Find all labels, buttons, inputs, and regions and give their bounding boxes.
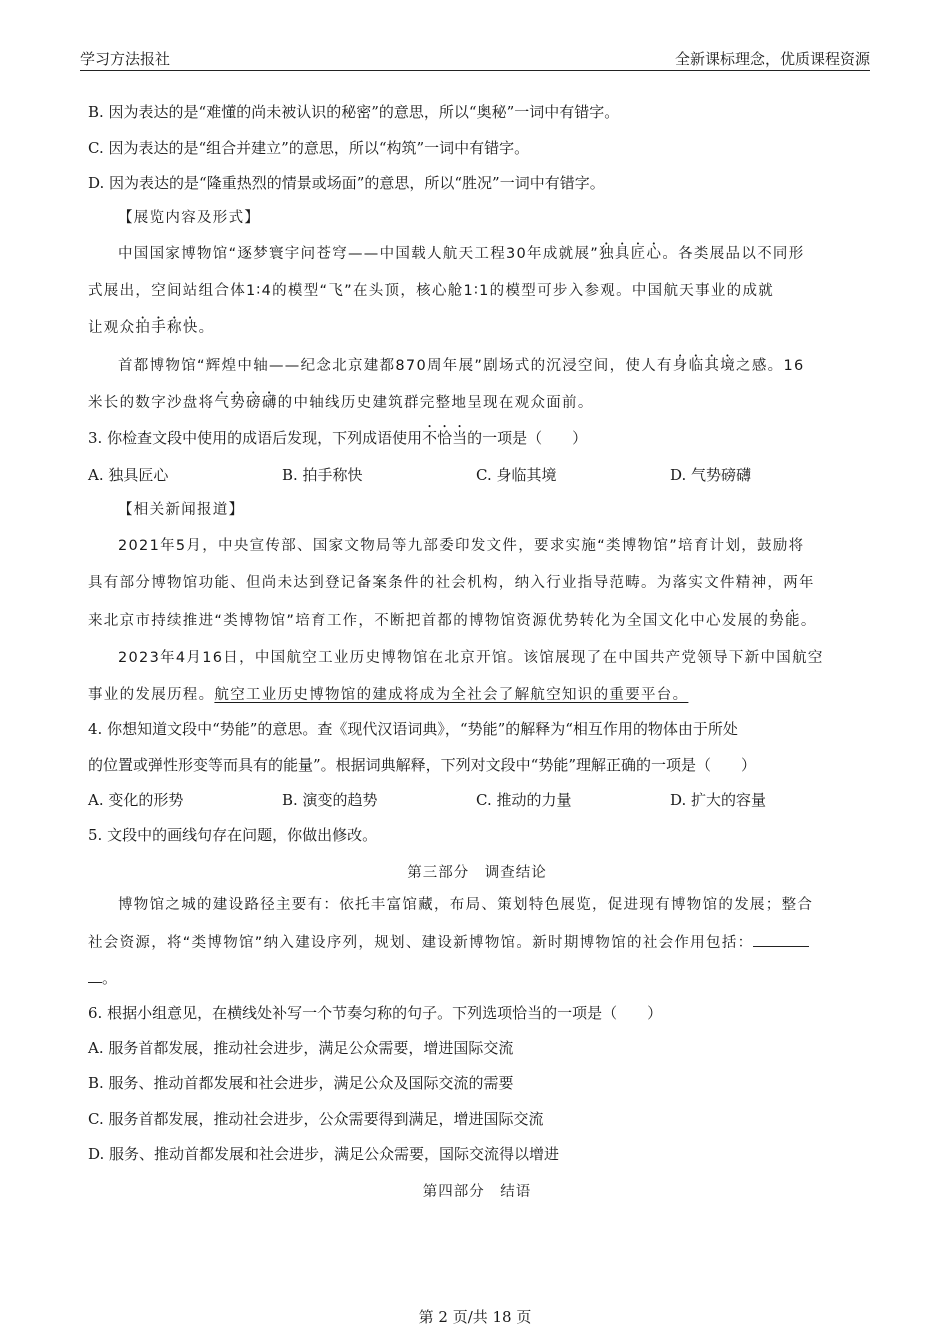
- text: 首都博物馆“辉煌中轴——纪念北京建都870周年展”剧场式的沉浸空间，使人有: [118, 358, 673, 374]
- q3-option-b: B. 拍手称快: [282, 466, 363, 484]
- q3-stem: [88, 428, 587, 448]
- exhibit-p2-line1: [88, 356, 805, 376]
- emphasis-char: 其: [704, 358, 721, 374]
- header-slogan: 全新课标理念，优质课程资源: [674, 50, 870, 68]
- section-title-news: 【相关新闻报道】: [118, 502, 245, 518]
- emphasis-char: 手: [151, 320, 168, 336]
- q6-option-d: D. 服务、推动首都发展和社会进步，满足公众需要，国际交流得以增进: [88, 1145, 560, 1163]
- q5-stem: 5. 文段中的画线句存在问题，你做出修改。: [88, 826, 378, 844]
- emphasis-char: 快: [182, 320, 199, 336]
- text: 。: [800, 613, 817, 629]
- emphasis-char: 磅: [246, 395, 262, 411]
- q4-option-c: C. 推动的力量: [476, 791, 572, 809]
- q2-option-c: C. 因为表达的是“组合并建立”的意思，所以“构筑”一词中有错字。: [88, 139, 530, 157]
- emphasis-char: 临: [688, 358, 705, 374]
- emphasis-char: 不: [422, 429, 438, 447]
- news-p1-line2: 具有部分博物馆功能、但尚未达到登记备案条件的社会机构，纳入行业指导范畴。为落实文件精神，两年: [88, 575, 815, 591]
- q6-option-a: A. 服务首都发展，推动社会进步，满足公众需要，增进国际交流: [88, 1039, 514, 1057]
- page-number: 第 2 页/共 18 页: [418, 1308, 532, 1326]
- text: 社会资源，将“类博物馆”纳入建设序列，规划、建设新博物馆。新时期博物馆的社会作用包括：: [88, 935, 754, 951]
- emphasis-char: 能: [785, 613, 801, 629]
- exhibit-p2-line2: [88, 393, 594, 413]
- underlined-sentence: 航空工业历史博物馆的建成将成为全社会了解航空知识的重要平台。: [214, 687, 689, 703]
- emphasis-char: 身: [672, 358, 689, 374]
- text: 3. 你检查文段中使用的成语后发现，下列成语使用: [88, 429, 423, 447]
- q4-option-d: D. 扩大的容量: [670, 791, 767, 809]
- exhibit-p1-line1: [88, 244, 805, 264]
- emphasis-char: 具: [614, 246, 631, 262]
- emphasis-char: 拍: [135, 320, 152, 336]
- q4-stem-line2: 的位置或弹性形变等而具有的能量”。根据词典解释，下列对文段中“势能”理解正确的一项是（ ）: [88, 756, 757, 774]
- part3-line1: 博物馆之城的建设路径主要有：依托丰富馆藏，布局、策划特色展览，促进现有博物馆的发展；整合: [118, 897, 814, 913]
- section-title-part4: 第四部分 结语: [422, 1184, 532, 1200]
- q2-option-b: B. 因为表达的是“难懂的尚未被认识的秘密”的意思，所以“奥秘”一词中有错字。: [88, 103, 620, 121]
- q3-option-a: A. 独具匠心: [88, 466, 169, 484]
- emphasis-char: 气: [214, 395, 231, 411]
- fill-blank[interactable]: [753, 932, 809, 947]
- text: 事业的发展历程。: [88, 687, 215, 703]
- emphasis-char: 称: [167, 320, 183, 336]
- text: 来北京市持续推进“类博物馆”培育工作，不断把首都的博物馆资源优势转化为全国文化中心发展的: [88, 613, 770, 629]
- emphasis-char: 势: [230, 395, 247, 411]
- news-p1-line3: [88, 611, 817, 631]
- exhibit-p1-line2: 式展出，空间站组合体1∶4的模型“飞”在头顶，核心舱1∶1的模型可步入参观。中国航天事业的成就: [88, 283, 775, 299]
- q3-option-d: D. 气势磅礴: [670, 466, 752, 484]
- section-title-exhibit: 【展览内容及形式】: [118, 210, 261, 226]
- emphasis-char: 境: [720, 358, 737, 374]
- q4-stem-line1: 4. 你想知道文段中“势能”的意思。查《现代汉语词典》，“势能”的解释为“相互作用的物体由于所处: [88, 720, 738, 738]
- emphasis-char: 匠: [630, 246, 647, 262]
- q3-option-c: C. 身临其境: [476, 466, 557, 484]
- news-p2-line1: 2023年4月16日，中国航空工业历史博物馆在北京开馆。该馆展现了在中国共产党领导下新中国航空: [118, 650, 824, 666]
- q6-option-c: C. 服务首都发展，推动社会进步，公众需要得到满足，增进国际交流: [88, 1110, 544, 1128]
- q6-stem: 6. 根据小组意见，在横线处补写一个节奏匀称的句子。下列选项恰当的一项是（ ）: [88, 1004, 663, 1022]
- text: 的中轴线历史建筑群完整地呈现在观众面前。: [277, 395, 594, 411]
- text: 中国国家博物馆“逐梦寰宇问苍穹——中国载人航天工程30年成就展”: [118, 246, 600, 262]
- text: 。: [198, 320, 215, 336]
- text: 米长的数字沙盘将: [88, 395, 215, 411]
- q4-option-b: B. 演变的趋势: [282, 791, 378, 809]
- text: 之感。16: [736, 358, 805, 374]
- exhibit-p1-line3: [88, 318, 214, 338]
- q6-option-b: B. 服务、推动首都发展和社会进步，满足公众及国际交流的需要: [88, 1074, 514, 1092]
- news-p1-line1: 2021年5月，中央宣传部、国家文物局等九部委印发文件，要求实施“类博物馆”培育计划，鼓励将: [118, 538, 805, 554]
- q2-option-d: D. 因为表达的是“隆重热烈的情景或场面”的意思，所以“胜况”一词中有错字。: [88, 174, 605, 192]
- text: 。: [102, 969, 118, 987]
- text: 让观众: [88, 320, 136, 336]
- text: 的一项是（ ）: [467, 429, 588, 447]
- news-p2-line2: [88, 685, 688, 705]
- page-header: [80, 48, 870, 71]
- section-title-part3: 第三部分 调查结论: [407, 865, 547, 881]
- text: 。各类展品以不同形: [662, 246, 805, 262]
- fill-blank-cont[interactable]: [88, 968, 102, 983]
- emphasis-char: 礴: [261, 395, 278, 411]
- emphasis-char: 独: [599, 246, 615, 262]
- publisher-name: 学习方法报社: [80, 50, 171, 68]
- q4-option-a: A. 变化的形势: [88, 791, 184, 809]
- part3-line2: [88, 932, 809, 953]
- emphasis-char: 恰: [437, 429, 453, 447]
- emphasis-char: 当: [452, 429, 468, 447]
- emphasis-char: 心: [646, 246, 663, 262]
- part3-line3: [88, 968, 117, 988]
- emphasis-char: 势: [769, 613, 786, 629]
